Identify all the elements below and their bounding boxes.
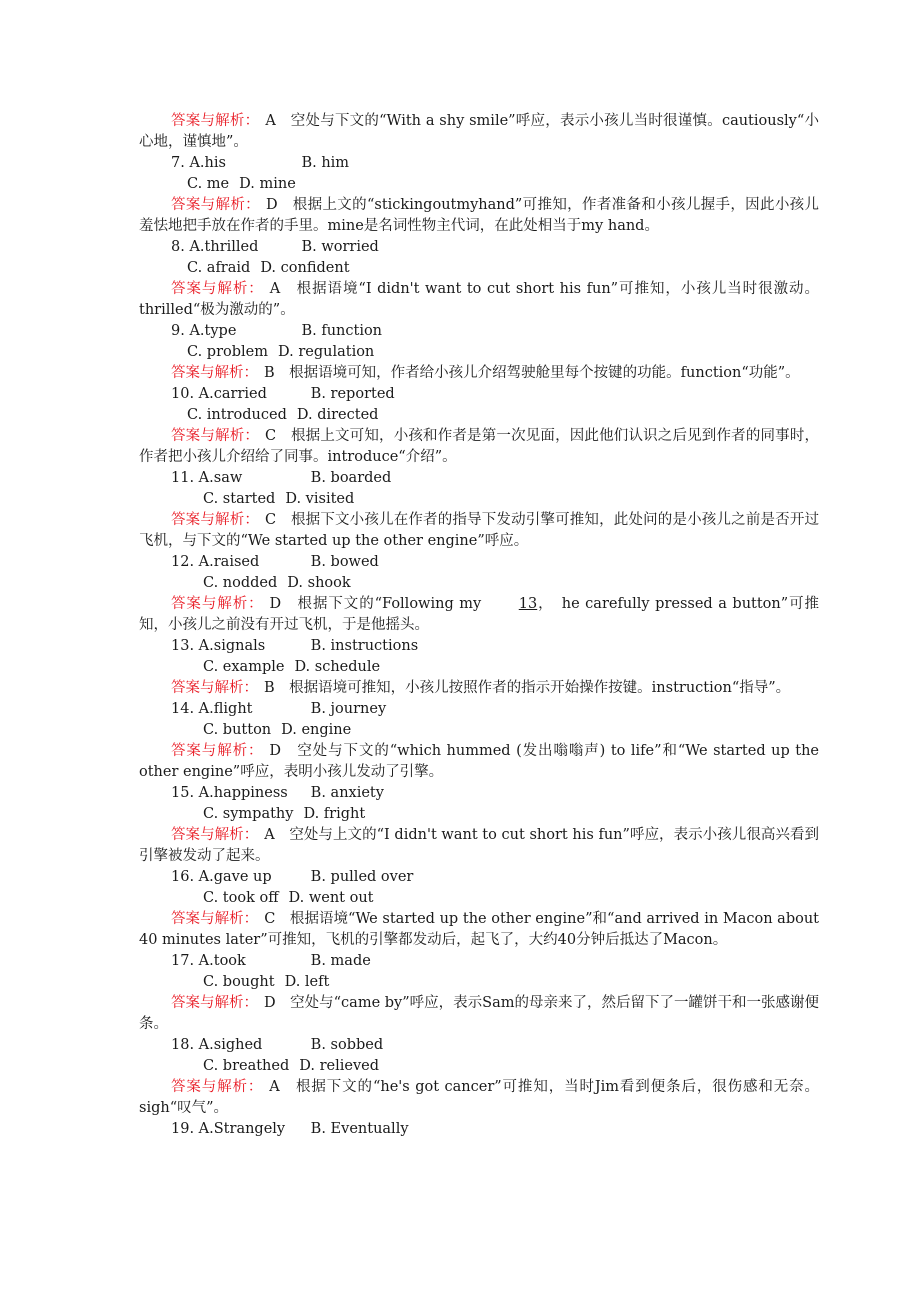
option-b: B. bowed [310,554,379,570]
option-b: B. sobbed [310,1037,384,1053]
answer-text: A 空处与下文的“With a shy smile”呼应，表示小孩儿当时很谨慎。cautiously“小心地，谨慎地”。 [139,113,820,150]
answer-text: D 空处与下文的“which hummed (发出嗡嗡声) to life”和“We started up the other engine”呼应，表明小孩儿发动了引擎。 [139,743,820,780]
option-c: C. started [203,491,276,507]
question-row [139,237,819,258]
question-options-row [139,972,819,993]
question-number: 12. [171,554,195,570]
answer-text: A 空处与上文的“I didn't want to cut short his fun”呼应，表示小孩儿很高兴看到引擎被发动了起来。 [139,827,820,864]
answer-label: 答案与解析： [171,197,261,213]
question-row [139,468,819,489]
answer-explanation [139,1077,819,1119]
option-d: D. visited [285,491,355,507]
question-number: 19. [171,1121,195,1137]
answer-text: D 空处与“came by”呼应，表示Sam的母亲来了，然后留下了一罐饼干和一张感谢便条。 [139,995,819,1032]
option-d: D. left [284,974,330,990]
question-row [139,384,819,405]
option-c: C. bought [203,974,275,990]
question-options-row [139,174,819,195]
option-b: B. journey [310,701,387,717]
option-d: D. went out [288,890,374,906]
option-a: A.flight [198,701,253,717]
answer-label: 答案与解析： [171,911,259,927]
option-a: A.raised [198,554,260,570]
answer-text: C 根据下文小孩儿在作者的指导下发动引擎可推知，此处问的是小孩儿之前是否开过飞机，与下文的“We started up the other engine”呼应。 [139,512,820,549]
question-options-row [139,804,819,825]
option-a: A.his [189,155,226,171]
option-d: D. confident [260,260,350,276]
question-number: 9. [171,323,185,339]
answer-text: C 根据上文可知，小孩和作者是第一次见面，因此他们认识之后见到作者的同事时，作者把小孩儿介绍给了同事。introduce“介绍”。 [139,428,820,465]
question-number: 15. [171,785,195,801]
question-number: 13. [171,638,195,654]
option-a: A.Strangely [198,1121,286,1137]
option-c: C. breathed [203,1058,290,1074]
answer-explanation [139,363,819,384]
question-number: 7. [171,155,185,171]
option-d: D. relieved [299,1058,380,1074]
question-number: 10. [171,386,195,402]
question-options-row [139,1056,819,1077]
answer-explanation [139,426,819,468]
option-a: A.signals [198,638,266,654]
question-options-row [139,888,819,909]
answer-text: A 根据语境“I didn't want to cut short his fun”可推知，小孩儿当时很激动。thrilled“极为激动的”。 [139,281,820,318]
answer-label: 答案与解析： [171,428,260,444]
question-number: 14. [171,701,195,717]
question-options-row [139,657,819,678]
question-row [139,699,819,720]
question-number: 18. [171,1037,195,1053]
answer-explanation [139,195,819,237]
option-d: D. regulation [278,344,375,360]
answer-explanation [139,909,819,951]
answer-text: A 根据下文的“he's got cancer”可推知，当时Jim看到便条后，很伤感和无奈。sigh“叹气”。 [139,1079,820,1116]
answer-text: D 根据上文的“stickingoutmyhand”可推知，作者准备和小孩儿握手，因此小孩儿羞怯地把手放在作者的手里。mine是名词性物主代词，在此处相当于my hand。 [139,197,820,234]
answer-explanation [139,594,819,636]
question-options-row [139,489,819,510]
question-row [139,636,819,657]
option-d: D. shook [287,575,351,591]
option-c: C. afraid [187,260,251,276]
question-row [139,153,819,174]
question-number: 16. [171,869,195,885]
option-d: D. fright [303,806,366,822]
option-b: B. Eventually [310,1121,409,1137]
answer-label: 答案与解析： [171,113,260,129]
document-page [139,111,819,1140]
option-c: C. example [203,659,285,675]
answer-text: C 根据语境“We started up the other engine”和“and arrived in Macon about 40 minutes later”可推知，飞机的引擎都发动后，起飞了，大约40分钟后抵达了Macon。 [139,911,819,948]
answer-label: 答案与解析： [171,365,258,381]
option-a: A.thrilled [189,239,259,255]
answer-label: 答案与解析： [171,743,264,759]
blank-number: 13 [518,596,538,612]
question-row [139,1119,819,1140]
option-a: A.type [189,323,237,339]
option-b: B. pulled over [310,869,414,885]
question-options-row [139,342,819,363]
option-d: D. directed [296,407,379,423]
option-a: A.sighed [198,1037,263,1053]
option-d: D. mine [239,176,296,192]
option-b: B. made [310,953,371,969]
question-number: 11. [171,470,195,486]
question-options-row [139,720,819,741]
option-a: A.took [198,953,246,969]
answer-explanation [139,279,819,321]
question-options-row [139,258,819,279]
option-d: D. schedule [294,659,381,675]
question-options-row [139,405,819,426]
option-a: A.saw [198,470,243,486]
answer-label: 答案与解析： [171,827,259,843]
option-c: C. sympathy [203,806,294,822]
answer-label: 答案与解析： [171,596,264,612]
option-a: A.happiness [198,785,288,801]
option-c: C. button [203,722,272,738]
option-b: B. reported [310,386,395,402]
question-row [139,1035,819,1056]
answer-explanation [139,741,819,783]
option-b: B. him [301,155,350,171]
question-number: 17. [171,953,195,969]
option-c: C. took off [203,890,279,906]
answer-label: 答案与解析： [171,995,259,1011]
answer-text-continued: ， he carefully pressed a button”可推知，小孩儿之前没有开过飞机，于是他摇头。 [139,596,820,633]
option-b: B. boarded [310,470,392,486]
option-a: A.gave up [198,869,272,885]
answer-label: 答案与解析： [171,680,258,696]
option-d: D. engine [281,722,352,738]
option-c: C. nodded [203,575,278,591]
answer-explanation [139,678,819,699]
answer-text: B 根据语境可知，作者给小孩儿介绍驾驶舱里每个按键的功能。function“功能”。 [264,365,800,381]
option-b: B. anxiety [310,785,384,801]
option-c: C. me [187,176,230,192]
answer-text: B 根据语境可推知，小孩儿按照作者的指示开始操作按键。instruction“指导”。 [264,680,791,696]
option-c: C. problem [187,344,268,360]
option-c: C. introduced [187,407,287,423]
question-row [139,783,819,804]
option-b: B. instructions [310,638,419,654]
option-b: B. worried [301,239,379,255]
answer-explanation [139,825,819,867]
answer-explanation [139,111,819,153]
answer-label: 答案与解析： [171,1079,264,1095]
answer-explanation [139,993,819,1035]
question-number: 8. [171,239,185,255]
question-row [139,321,819,342]
answer-label: 答案与解析： [171,281,264,297]
question-options-row [139,573,819,594]
option-b: B. function [301,323,383,339]
question-row [139,867,819,888]
question-row [139,552,819,573]
option-a: A.carried [198,386,267,402]
answer-explanation [139,510,819,552]
answer-text: D 根据下文的“Following my [269,596,482,612]
question-row [139,951,819,972]
answer-label: 答案与解析： [171,512,260,528]
